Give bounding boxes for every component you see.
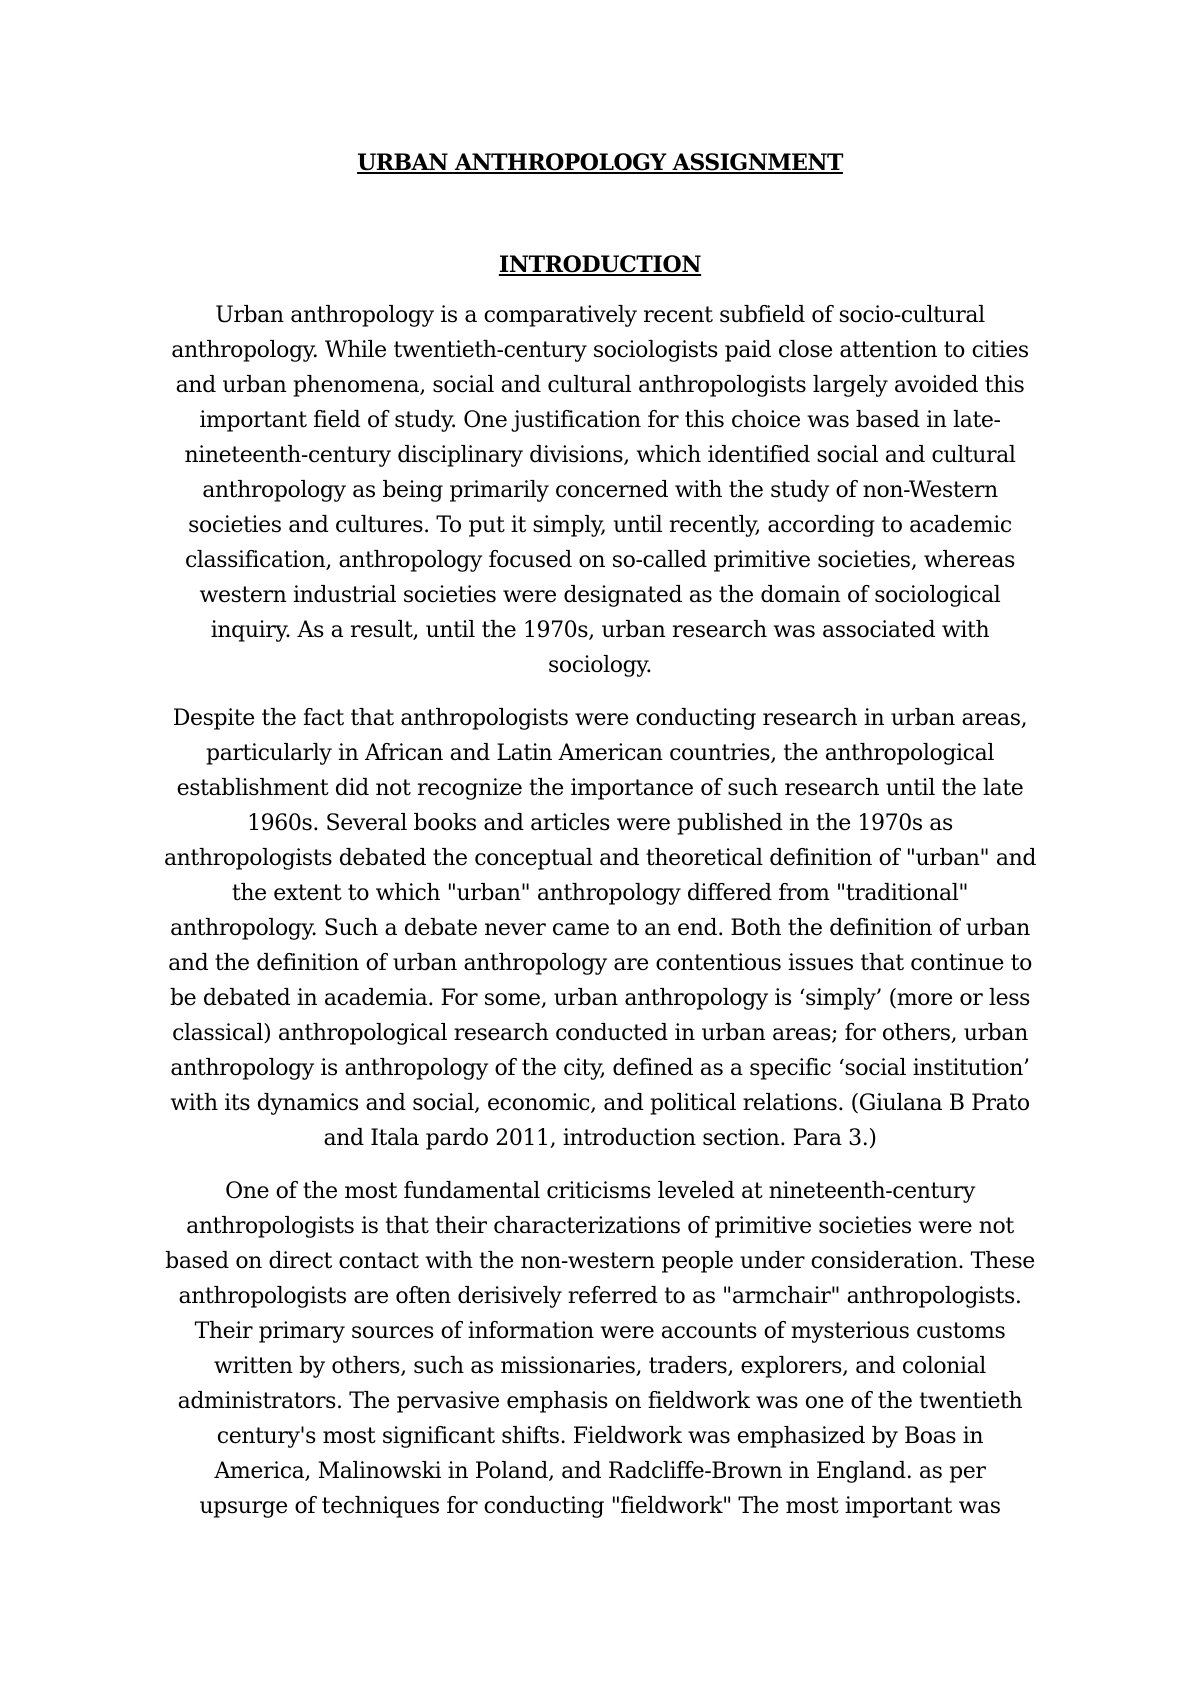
text-line: written by others, such as missionaries, traders, explorers, and colonial (214, 1354, 986, 1379)
text-line: anthropology as being primarily concerned with the study of non-Western (202, 478, 998, 503)
document-title: URBAN ANTHROPOLOGY ASSIGNMENT (357, 150, 843, 176)
text-line: anthropologists are often derisively referred to as "armchair" anthropologists. (178, 1284, 1022, 1309)
text-line: Urban anthropology is a comparatively recent subfield of socio-cultural (215, 303, 985, 328)
text-line: and urban phenomena, social and cultural anthropologists largely avoided this (175, 373, 1025, 398)
paragraph (130, 298, 1070, 683)
text-line: upsurge of techniques for conducting "fieldwork" The most important was (199, 1494, 1001, 1519)
text-line: the extent to which "urban" anthropology differed from "traditional" (231, 881, 969, 906)
text-line: anthropology is anthropology of the city, defined as a specific ‘social institution’ (170, 1056, 1030, 1081)
document-body (130, 298, 1070, 1542)
text-line: important field of study. One justification for this choice was based in late- (199, 408, 1001, 433)
text-line: classical) anthropological research conducted in urban areas; for others, urban (172, 1021, 1028, 1046)
text-line: nineteenth-century disciplinary divisions, which identified social and cultural (184, 443, 1016, 468)
text-line: anthropologists debated the conceptual and theoretical definition of "urban" and (163, 846, 1037, 871)
text-line: 1960s. Several books and articles were published in the 1970s as (247, 811, 953, 836)
text-line: establishment did not recognize the importance of such research until the late (176, 776, 1024, 801)
text-line: with its dynamics and social, economic, and political relations. (Giulana B Prato (170, 1091, 1030, 1116)
text-line: inquiry. As a result, until the 1970s, urban research was associated with (210, 618, 990, 643)
text-line: particularly in African and Latin American countries, the anthropological (206, 741, 994, 766)
text-line: anthropologists is that their characterizations of primitive societies were not (186, 1214, 1014, 1239)
text-line: classification, anthropology focused on so-called primitive societies, whereas (184, 548, 1016, 573)
paragraph (130, 701, 1070, 1156)
text-line: Their primary sources of information were accounts of mysterious customs (194, 1319, 1006, 1344)
text-line: America, Malinowski in Poland, and Radcliffe-Brown in England. as per (214, 1459, 986, 1484)
text-line: western industrial societies were designated as the domain of sociological (199, 583, 1001, 608)
section-heading-introduction: INTRODUCTION (498, 252, 702, 278)
text-line: century's most significant shifts. Fieldwork was emphasized by Boas in (216, 1424, 984, 1449)
text-line: and the definition of urban anthropology are contentious issues that continue to (168, 951, 1032, 976)
text-line: anthropology. While twentieth-century sociologists paid close attention to cities (171, 338, 1029, 363)
text-line: administrators. The pervasive emphasis on fieldwork was one of the twentieth (177, 1389, 1023, 1414)
text-line: and Itala pardo 2011, introduction section. Para 3.) (323, 1126, 877, 1151)
text-line: anthropology. Such a debate never came to an end. Both the definition of urban (170, 916, 1030, 941)
text-line: Despite the fact that anthropologists were conducting research in urban areas, (172, 706, 1028, 731)
paragraph (130, 1174, 1070, 1524)
text-line: based on direct contact with the non-western people under consideration. These (165, 1249, 1035, 1274)
text-line: societies and cultures. To put it simply, until recently, according to academic (188, 513, 1012, 538)
text-line: sociology. (547, 653, 652, 678)
text-line: One of the most fundamental criticisms leveled at nineteenth-century (225, 1179, 975, 1204)
text-line: be debated in academia. For some, urban anthropology is ‘simply’ (more or less (169, 986, 1031, 1011)
